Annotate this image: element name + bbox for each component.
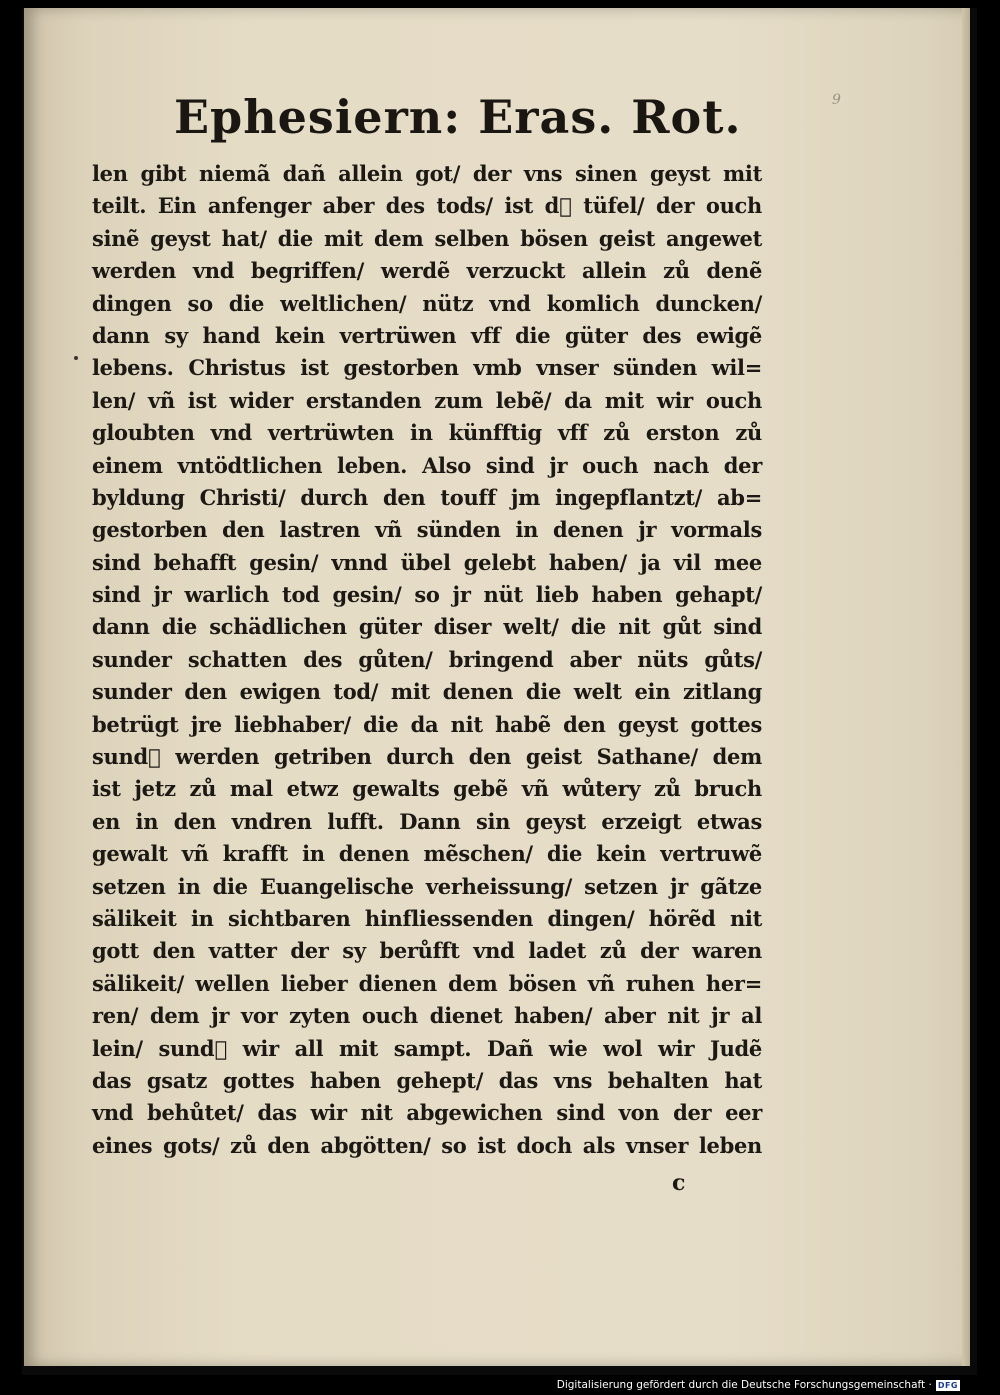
pencil-folio-number: 9 <box>832 92 841 108</box>
text-line: byldung Christi/ durch den touff jm ingepflantzt/ ab= <box>92 484 762 510</box>
text-line: dingen so die weltlichen/ nütz vnd komlich duncken/ <box>92 290 762 316</box>
text-line: dann sy hand kein vertrüwen vff die güter des ewigẽ <box>92 322 762 348</box>
running-head: Ephesiern: Eras. Rot. <box>174 90 742 144</box>
text-line: lebens. Christus ist gestorben vmb vnser sünden wil= <box>92 355 762 381</box>
page-edge <box>962 8 970 1366</box>
text-line: vnd behůtet/ das wir nit abgewichen sind von der eer <box>92 1100 762 1126</box>
margin-ink-spot <box>74 356 78 360</box>
text-line: gloubten vnd vertrüwten in künfftig vff zů erston zů <box>92 420 762 446</box>
text-line: gott den vatter der sy berůfft vnd ladet zů der waren <box>92 938 762 964</box>
text-line: dann die schädlichen güter diser welt/ die nit gůt sind <box>92 614 762 640</box>
body-text-block <box>92 158 762 1162</box>
signature-mark: c <box>672 1170 686 1196</box>
text-line: teilt. Ein anfenger aber des tods/ ist dᷓ tüfel/ der ouch <box>92 193 762 219</box>
text-line: sundᷓ werden getriben durch den geist Sathane/ dem <box>92 744 762 770</box>
text-line: einem vntödtlichen leben. Also sind jr ouch nach der <box>92 452 762 478</box>
text-line: ren/ dem jr vor zyten ouch dienet haben/ aber nit jr al <box>92 1003 762 1029</box>
text-line: ist jetz zů mal etwz gewalts gebẽ vñ wůtery zů bruch <box>92 776 762 802</box>
text-line: das gsatz gottes haben gehept/ das vns behalten hat <box>92 1067 762 1093</box>
text-line: sunder schatten des gůten/ bringend aber nüts gůts/ <box>92 646 762 672</box>
text-line: sälikeit/ wellen lieber dienen dem bösen vñ ruhen her= <box>92 970 762 996</box>
text-line: sunder den ewigen tod/ mit denen die welt ein zitlang <box>92 679 762 705</box>
text-line: en in den vndren lufft. Dann sin geyst erzeigt etwas <box>92 808 762 834</box>
text-line: werden vnd begriffen/ werdẽ verzuckt allein zů denẽ <box>92 258 762 284</box>
text-line: eines gots/ zů den abgötten/ so ist doch als vnser leben <box>92 1132 762 1158</box>
text-line: betrügt jre liebhaber/ die da nit habẽ den geyst gottes <box>92 711 762 737</box>
text-line: lein/ sundᷓ wir all mit sampt. Dañ wie wol wir Judẽ <box>92 1035 762 1061</box>
credit-text: Digitalisierung gefördert durch die Deutsche Forschungsgemeinschaft · <box>556 1379 932 1391</box>
text-line: sind jr warlich tod gesin/ so jr nüt lieb haben gehapt/ <box>92 582 762 608</box>
text-line: len gibt niemã dañ allein got/ der vns sinen geyst mit <box>92 161 762 186</box>
dfg-logo-icon: DFG <box>937 1380 958 1390</box>
text-line: gestorben den lastren vñ sünden in denen jr vormals <box>92 517 762 543</box>
text-line: gewalt vñ krafft in denen mẽschen/ die kein vertruwẽ <box>92 841 762 867</box>
text-line: sinẽ geyst hat/ die mit dem selben bösen geist angewet <box>92 225 762 251</box>
text-line: sälikeit in sichtbaren hinfliessenden dingen/ hörẽd nit <box>92 905 762 931</box>
text-line: sind behafft gesin/ vnnd übel gelebt haben/ ja vil mee <box>92 549 762 575</box>
digitization-credit <box>557 1379 960 1391</box>
book-page <box>24 8 970 1366</box>
text-line: len/ vñ ist wider erstanden zum lebẽ/ da mit wir ouch <box>92 387 762 413</box>
text-line: setzen in die Euangelische verheissung/ setzen jr gãtze <box>92 873 762 899</box>
